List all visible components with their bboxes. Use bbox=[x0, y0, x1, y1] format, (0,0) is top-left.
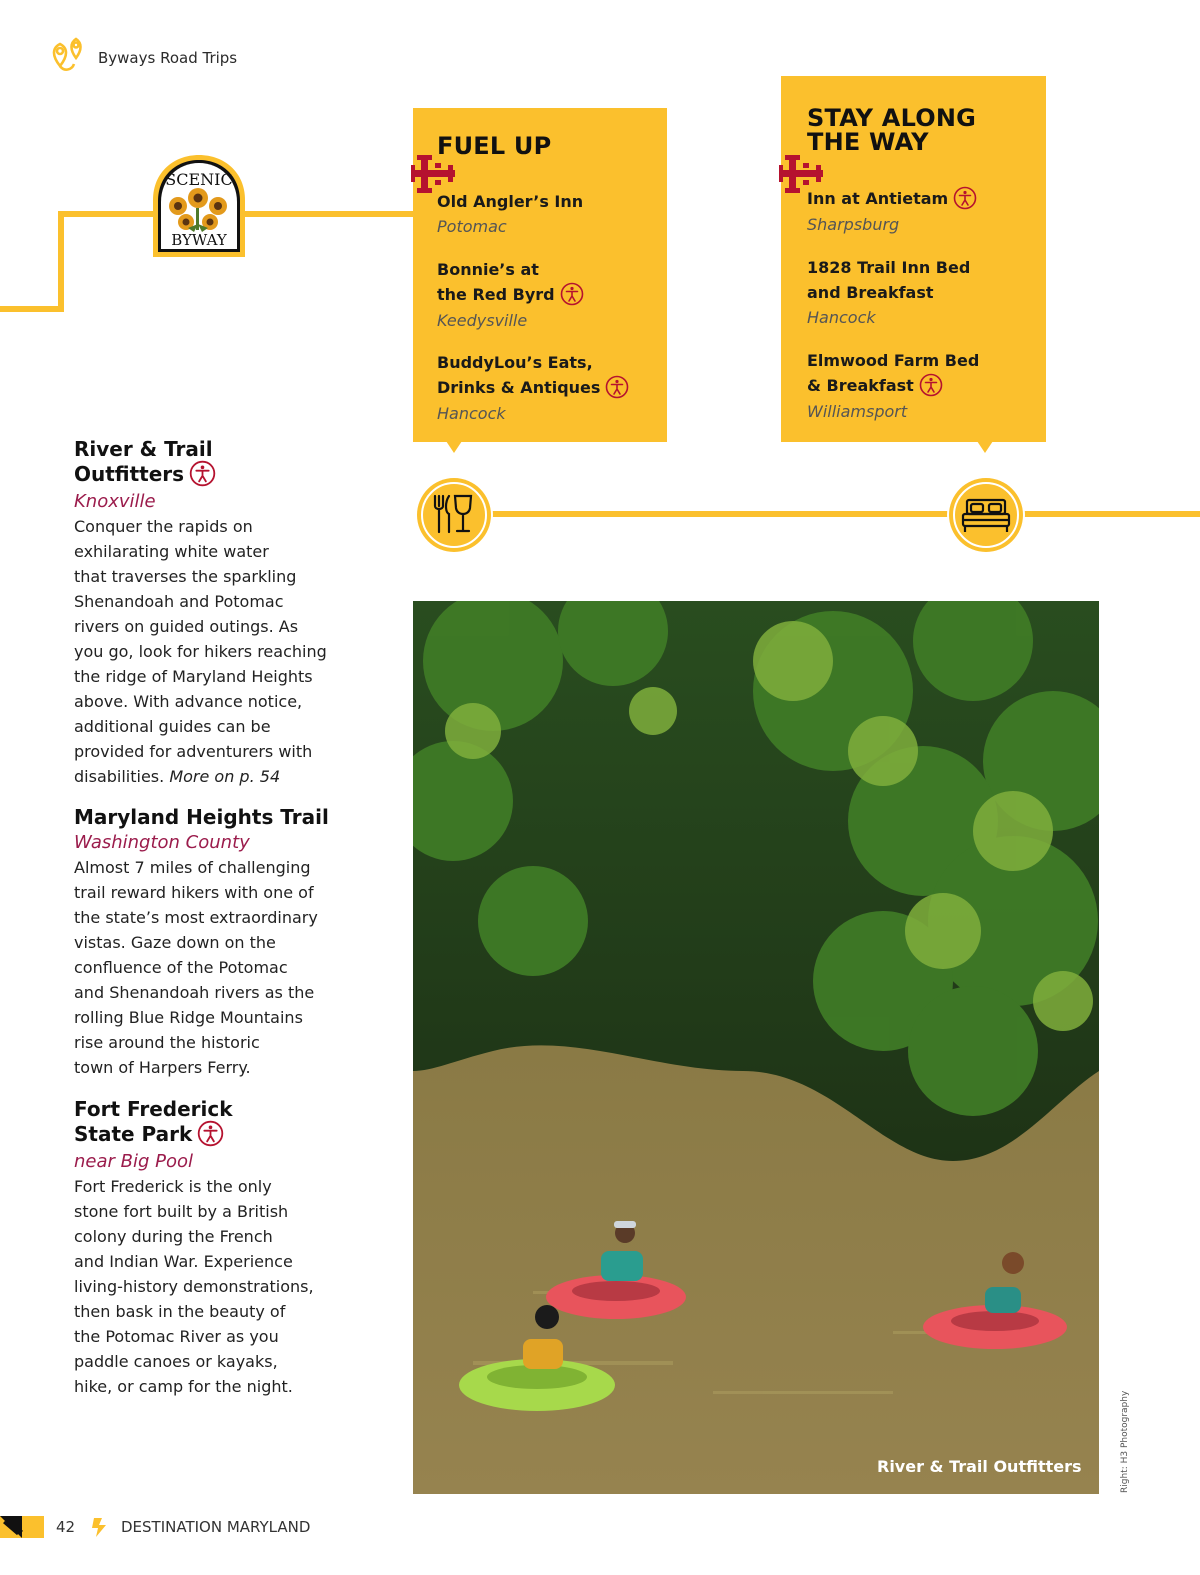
fuel-up-title: FUEL UP bbox=[437, 132, 552, 160]
attraction-fort-frederick bbox=[74, 1097, 339, 1399]
route-line bbox=[0, 306, 64, 312]
accessibility-icon bbox=[605, 375, 629, 399]
page-number: 42 bbox=[56, 1518, 76, 1536]
card-pointer bbox=[446, 441, 462, 455]
publication-name: DESTINATION MARYLAND bbox=[121, 1518, 311, 1536]
restaurant-entry bbox=[437, 257, 584, 333]
attraction-body: Fort Frederick is the only stone fort built by a British colony during the French and Indian War. Experience living-history demonstrations, then bask in the beauty of the Potomac River as you paddle canoes or kayaks, hike, or camp for the night. bbox=[74, 1177, 314, 1396]
restaurant-name: BuddyLou’s Eats, bbox=[437, 353, 593, 372]
accessibility-icon bbox=[189, 460, 216, 487]
maryland-cross-icon bbox=[411, 153, 457, 195]
attraction-title-line: River & Trail bbox=[74, 437, 213, 461]
maryland-cross-icon bbox=[779, 153, 825, 195]
route-line bbox=[455, 511, 1200, 517]
photo-caption: River & Trail Outfitters bbox=[877, 1457, 1082, 1476]
lodging-name: 1828 Trail Inn Bed bbox=[807, 258, 971, 277]
restaurant-location: Hancock bbox=[437, 403, 506, 423]
lodging-location: Hancock bbox=[807, 308, 876, 327]
accessibility-icon bbox=[197, 1120, 224, 1147]
restaurant-entry bbox=[437, 350, 629, 426]
lodging-entry bbox=[807, 348, 979, 424]
accessibility-icon bbox=[560, 282, 584, 306]
section-label: Byways Road Trips bbox=[98, 49, 238, 67]
attraction-maryland-heights bbox=[74, 805, 339, 1080]
lodging-name: Elmwood Farm Bed bbox=[807, 351, 980, 370]
attraction-title-line: Outfitters bbox=[74, 462, 185, 486]
stay-card bbox=[781, 76, 1046, 442]
fork-knife-wine-icon bbox=[413, 474, 495, 556]
restaurant-location: Keedysville bbox=[437, 310, 528, 330]
restaurant-name: Bonnie’s at bbox=[437, 260, 539, 279]
stay-title-line: THE WAY bbox=[807, 128, 929, 156]
attraction-title bbox=[74, 437, 339, 489]
lodging-entry bbox=[807, 186, 977, 237]
attraction-title-line: State Park bbox=[74, 1122, 193, 1146]
map-pin-icon bbox=[48, 34, 90, 74]
badge-top-text: SCENIC bbox=[165, 170, 233, 189]
attraction-location: near Big Pool bbox=[74, 1151, 194, 1172]
lodging-name: Inn at Antietam bbox=[807, 189, 949, 208]
stay-title-line: STAY ALONG bbox=[807, 104, 977, 132]
card-pointer bbox=[977, 441, 993, 455]
restaurant-name: Old Angler’s Inn bbox=[437, 192, 584, 211]
attraction-location: Knoxville bbox=[74, 491, 156, 512]
bed-icon bbox=[945, 474, 1027, 556]
attraction-title bbox=[74, 1097, 339, 1149]
more-link: More on p. 54 bbox=[169, 767, 281, 786]
restaurant-location: Potomac bbox=[437, 217, 507, 236]
lodging-location: Sharpsburg bbox=[807, 214, 900, 234]
attraction-body: Almost 7 miles of challenging trail reward hikers with one of the state’s most extraordinary vistas. Gaze down on the confluence of the Potomac and Shenandoah rivers as the rolling Blue Ridge Mountains rise around the historic town of Harpers Ferry. bbox=[74, 858, 318, 1077]
stay-title bbox=[807, 106, 976, 154]
attraction-river-trail bbox=[74, 437, 339, 789]
accessibility-icon bbox=[919, 373, 943, 397]
accessibility-icon bbox=[953, 186, 977, 210]
river-tubing-photo bbox=[413, 601, 1099, 1494]
restaurant-entry bbox=[437, 189, 583, 239]
attraction-body: Conquer the rapids on exhilarating white water that traverses the sparkling Shenandoah and Potomac rivers on guided outings. As you go, look for hikers reaching the ridge of Maryland Heights above. With advance notice, additional guides can be provided for adventurers with disabilities. More on p. 54 bbox=[74, 517, 327, 786]
attraction-title-line: Fort Frederick bbox=[74, 1097, 233, 1121]
lightning-icon bbox=[90, 1516, 110, 1538]
route-line bbox=[58, 211, 64, 312]
attraction-title: Maryland Heights Trail bbox=[74, 805, 329, 829]
restaurant-name: Drinks & Antiques bbox=[437, 378, 601, 397]
lodging-entry bbox=[807, 255, 970, 330]
photo-credit: Right: H3 Photography bbox=[1120, 1390, 1130, 1493]
lodging-name: & Breakfast bbox=[807, 376, 914, 395]
attraction-location: Washington County bbox=[74, 832, 250, 853]
maryland-flag-icon bbox=[0, 1516, 44, 1538]
lodging-location: Williamsport bbox=[807, 401, 908, 421]
restaurant-name: the Red Byrd bbox=[437, 285, 555, 304]
lodging-name: and Breakfast bbox=[807, 283, 934, 302]
badge-bottom-text: BYWAY bbox=[171, 231, 227, 249]
